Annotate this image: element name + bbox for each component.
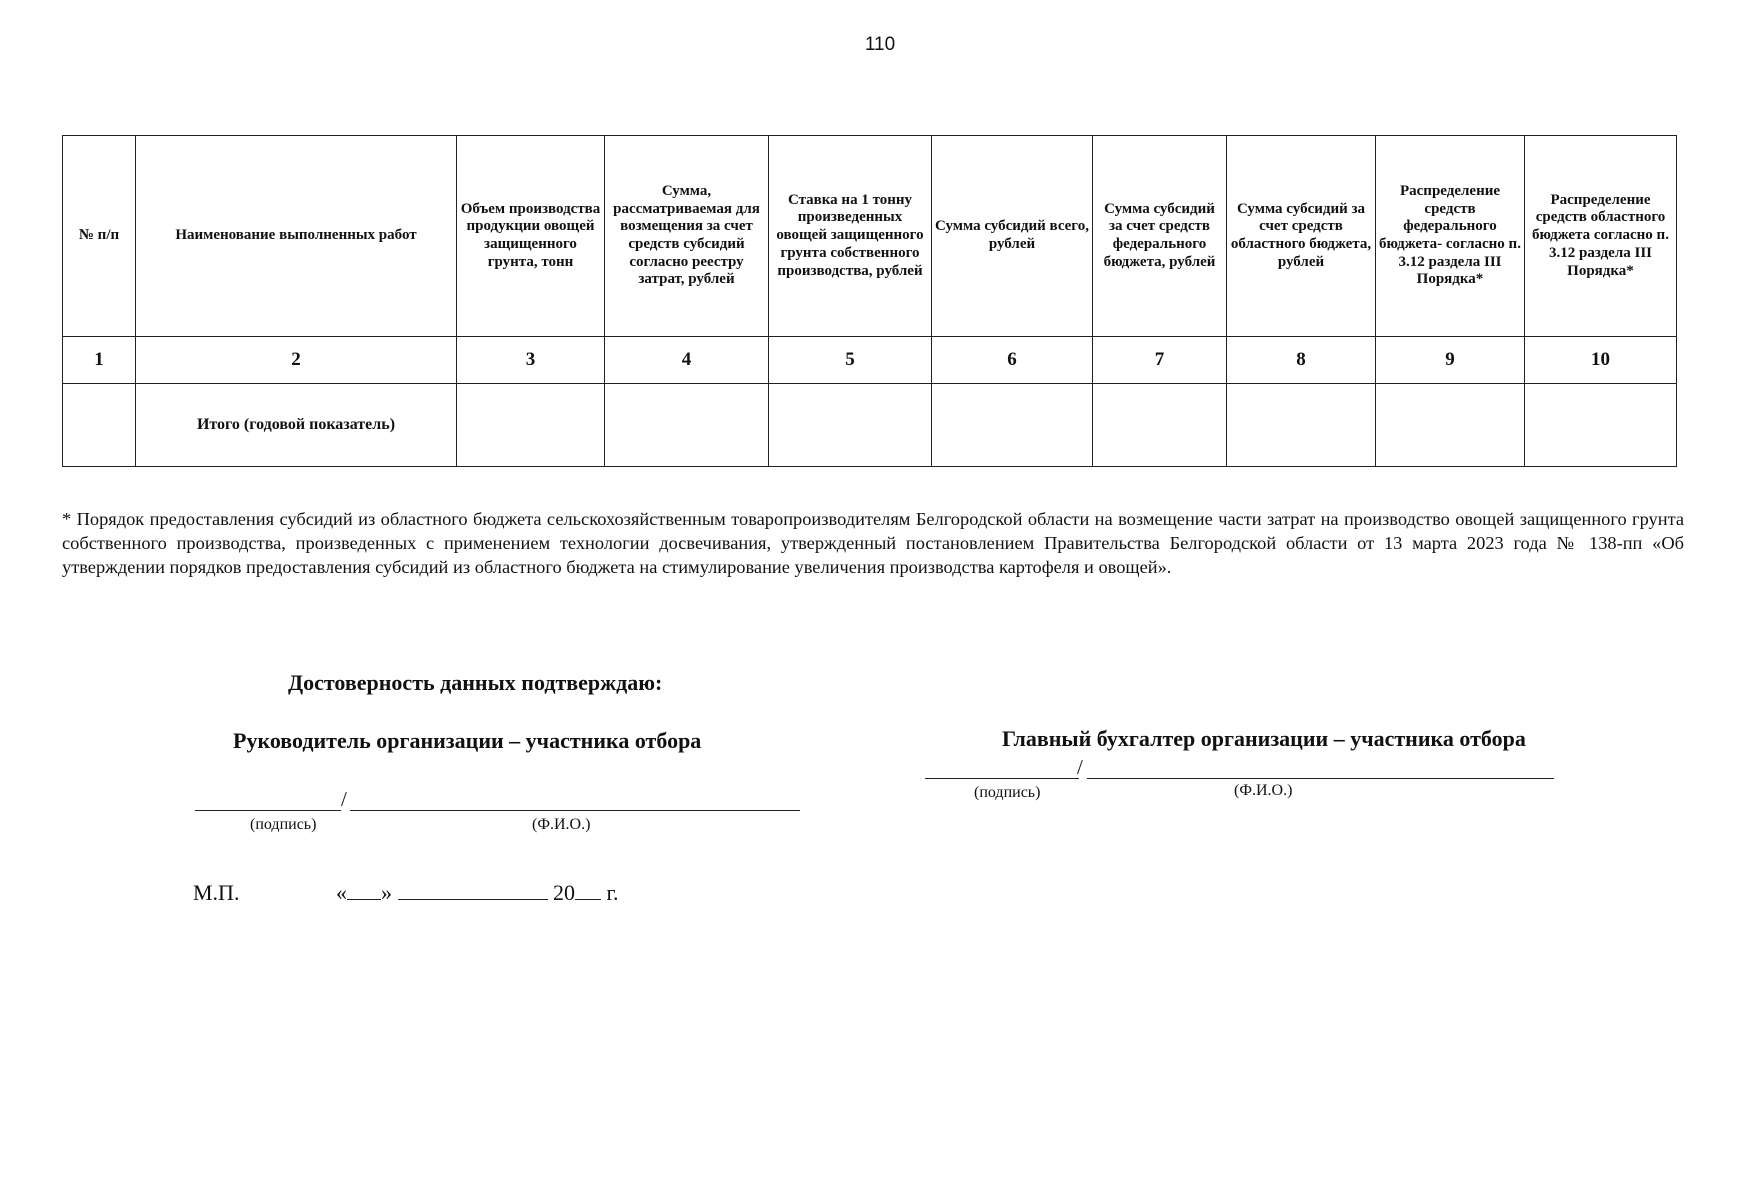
page-number: 110 (864, 34, 896, 55)
column-number-cell: 6 (932, 337, 1093, 384)
total-cell-empty (1525, 384, 1677, 467)
confirmation-heading: Достоверность данных подтверждаю: (288, 670, 663, 695)
director-sign-label: (подпись) (250, 816, 317, 833)
accountant-signature-line (925, 778, 1079, 779)
total-cell-empty (932, 384, 1093, 467)
director-slash: / (341, 787, 347, 811)
total-row (63, 384, 1677, 467)
column-number-cell: 10 (1525, 337, 1677, 384)
header-cell: Наименование выполненных работ (136, 136, 457, 337)
total-cell-empty (457, 384, 605, 467)
column-number-row (63, 337, 1677, 384)
total-cell-empty (605, 384, 769, 467)
date-open-quote: « (336, 880, 347, 905)
header-cell: Сумма, рассматриваемая для возмещения за счет средств субсидий согласно реестру затрат, рублей (605, 136, 769, 337)
footnote: * Порядок предоставления субсидий из областного бюджета сельскохозяйственным товаропроизводителям Белгородской области на возмещение части затрат на производство овощей защищенного грунта собственного производства, произведенных с применением технологии досвечивания, утвержденный постановлением Правительства Белгородской области от 13 марта 2023 года № 138-пп «Об утверждении порядков предоставления субсидий из областного бюджета на стимулирование увеличения производства картофеля и овощей». (62, 509, 1684, 577)
table-header-row (63, 136, 1677, 337)
month-blank (398, 883, 548, 900)
header-cell: Сумма субсидий за счет средств областного бюджета, рублей (1227, 136, 1376, 337)
director-signature-line (195, 810, 341, 811)
director-name-label: (Ф.И.О.) (532, 816, 591, 833)
subsidy-table (62, 135, 1677, 467)
header-cell: Сумма субсидий всего, рублей (932, 136, 1093, 337)
header-cell: Распределение средств федерального бюджета- согласно п. 3.12 раздела III Порядка* (1376, 136, 1525, 337)
stamp-placeholder: М.П. (193, 880, 240, 905)
subsidy-table-container (62, 135, 1677, 467)
accountant-name-line (1087, 778, 1554, 779)
director-name-line (350, 810, 800, 811)
header-cell: Распределение средств областного бюджета согласно п. 3.12 раздела III Порядка* (1525, 136, 1677, 337)
header-cell: Объем производства продукции овощей защищенного грунта, тонн (457, 136, 605, 337)
header-cell: Сумма субсидий за счет средств федерального бюджета, рублей (1093, 136, 1227, 337)
total-cell-empty (1093, 384, 1227, 467)
year-blank (575, 883, 601, 900)
total-cell-empty (1376, 384, 1525, 467)
director-title: Руководитель организации – участника отбора (233, 728, 702, 753)
total-cell-empty (63, 384, 136, 467)
year-prefix: 20 (553, 880, 575, 905)
column-number-cell: 8 (1227, 337, 1376, 384)
accountant-title: Главный бухгалтер организации – участника отбора (1002, 726, 1526, 751)
column-number-cell: 7 (1093, 337, 1227, 384)
column-number-cell: 5 (769, 337, 932, 384)
accountant-sign-label: (подпись) (974, 784, 1041, 801)
accountant-slash: / (1077, 755, 1083, 779)
date-close-quote: » (381, 880, 392, 905)
column-number-cell: 4 (605, 337, 769, 384)
header-cell: Ставка на 1 тонну произведенных овощей защищенного грунта собственного производства, рублей (769, 136, 932, 337)
year-suffix: г. (606, 880, 619, 905)
column-number-cell: 9 (1376, 337, 1525, 384)
header-cell: № п/п (63, 136, 136, 337)
column-number-cell: 1 (63, 337, 136, 384)
column-number-cell: 2 (136, 337, 457, 384)
column-number-cell: 3 (457, 337, 605, 384)
total-cell-empty (1227, 384, 1376, 467)
date-field (336, 880, 619, 906)
accountant-name-label: (Ф.И.О.) (1234, 782, 1293, 799)
total-label: Итого (годовой показатель) (136, 384, 457, 467)
total-cell-empty (769, 384, 932, 467)
day-blank (347, 883, 381, 900)
